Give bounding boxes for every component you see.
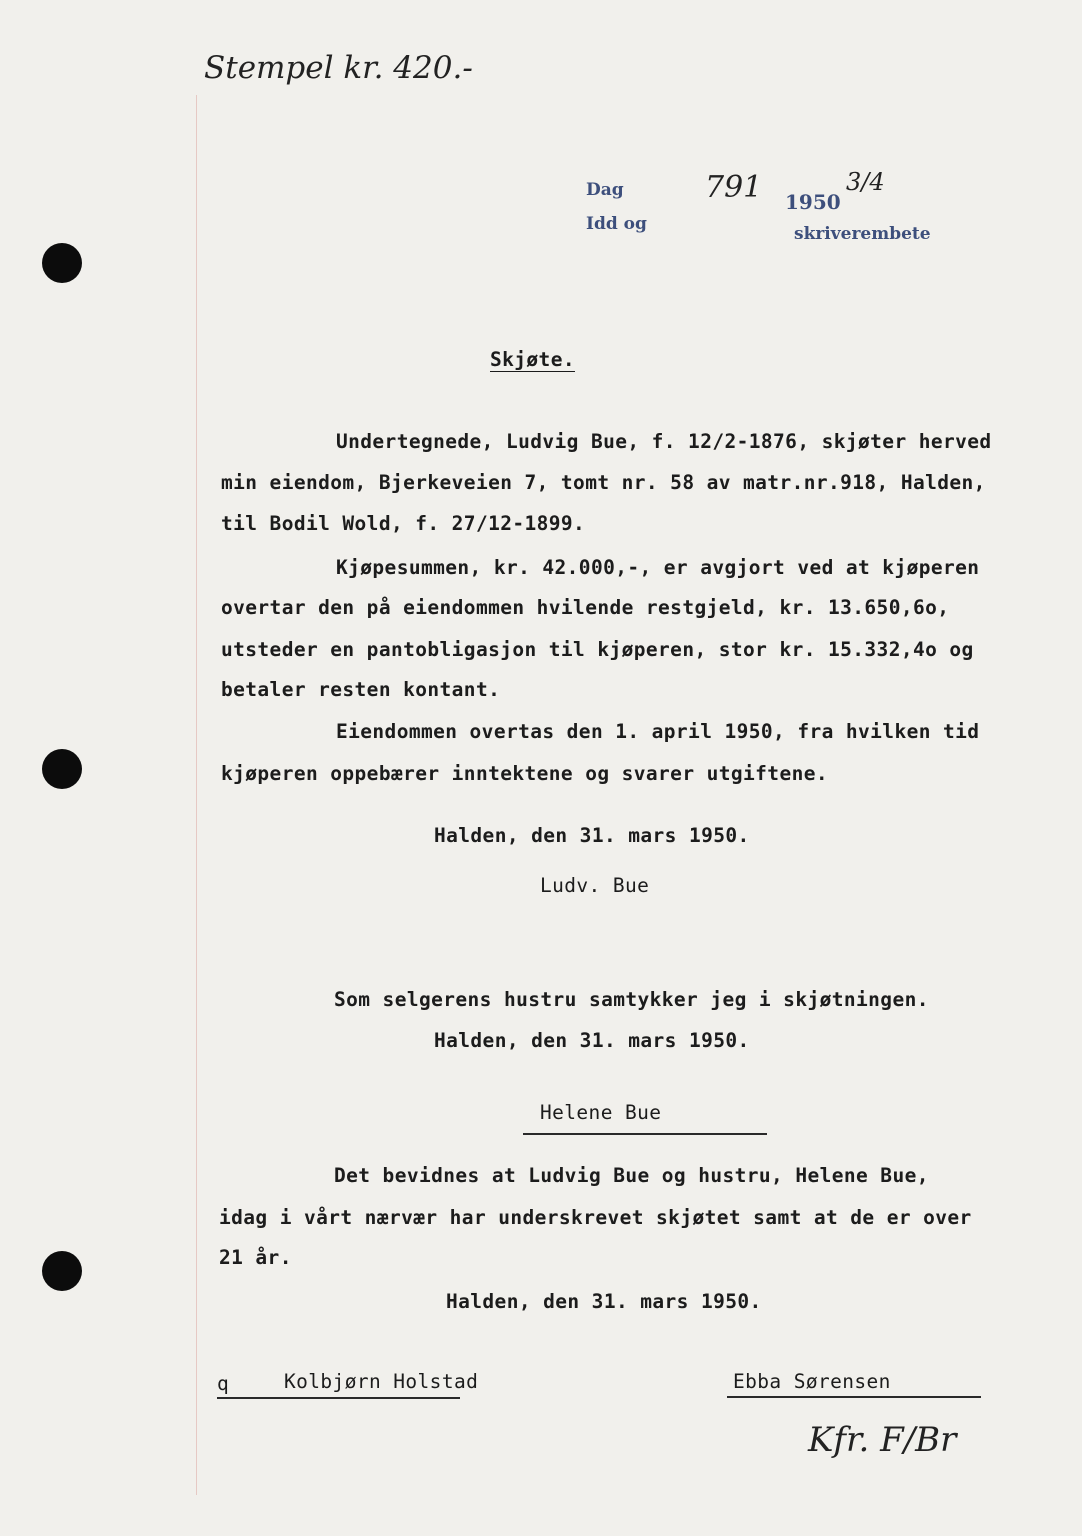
paragraph-2-line-2: overtar den på eiendommen hvilende restgjeld, kr. 13.650,6o,: [221, 596, 950, 619]
handwritten-initials: Kfr. F/Br: [808, 1420, 957, 1460]
witness-line-3: 21 år.: [219, 1246, 292, 1269]
paragraph-3-line-2: kjøperen oppebærer inntektene og svarer utgiftene.: [221, 762, 828, 785]
handwritten-record-number: 791: [705, 170, 763, 205]
paragraph-2-line-4: betaler resten kontant.: [221, 678, 501, 701]
place-date-2: Halden, den 31. mars 1950.: [434, 1029, 750, 1052]
signature-wife: Helene Bue: [540, 1101, 662, 1124]
paragraph-1-line-2: min eiendom, Bjerkeveien 7, tomt nr. 58 av matr.nr.918, Halden,: [221, 471, 986, 494]
paragraph-2-line-1: Kjøpesummen, kr. 42.000,-, er avgjort ved at kjøperen: [336, 556, 980, 579]
consent-line: Som selgerens hustru samtykker jeg i skjøtningen.: [334, 988, 929, 1011]
signature-rule-witness-2: [727, 1396, 981, 1398]
registry-stamp-year: 1950: [785, 190, 841, 214]
registry-stamp-office-end: skriverembete: [794, 224, 931, 244]
place-date-1: Halden, den 31. mars 1950.: [434, 824, 750, 847]
signature-seller: Ludv. Bue: [540, 874, 650, 897]
witness-1-name: Kolbjørn Holstad: [284, 1370, 479, 1393]
document-title: Skjøte.: [490, 348, 575, 371]
witness-line-1: Det bevidnes at Ludvig Bue og hustru, Helene Bue,: [334, 1164, 929, 1187]
witness-line-2: idag i vårt nærvær har underskrevet skjøtet samt at de er over: [219, 1206, 972, 1229]
punch-hole-bottom: [42, 1251, 82, 1291]
paragraph-1-line-3: til Bodil Wold, f. 27/12-1899.: [221, 512, 586, 535]
paragraph-1-line-1: Undertegnede, Ludvig Bue, f. 12/2-1876, skjøter herved: [336, 430, 992, 453]
witness-1-prefix: q: [217, 1372, 230, 1395]
paragraph-2-line-3: utsteder en pantobligasjon til kjøperen, stor kr. 15.332,4o og: [221, 638, 974, 661]
punch-hole-middle: [42, 749, 82, 789]
margin-line: [196, 95, 197, 1495]
registry-stamp-office-start: Idd og: [586, 214, 647, 234]
paragraph-3-line-1: Eiendommen overtas den 1. april 1950, fra hvilken tid: [336, 720, 980, 743]
signature-rule-witness-1: [217, 1397, 460, 1399]
place-date-3: Halden, den 31. mars 1950.: [446, 1290, 762, 1313]
punch-hole-top: [42, 243, 82, 283]
handwritten-stamp-date: 3/4: [846, 168, 885, 196]
handwritten-stamp-fee: Stempel kr. 420.-: [204, 50, 473, 86]
signature-rule-wife: [523, 1133, 767, 1135]
witness-2-name: Ebba Sørensen: [733, 1370, 891, 1393]
registry-stamp-day: Dag: [586, 180, 624, 200]
